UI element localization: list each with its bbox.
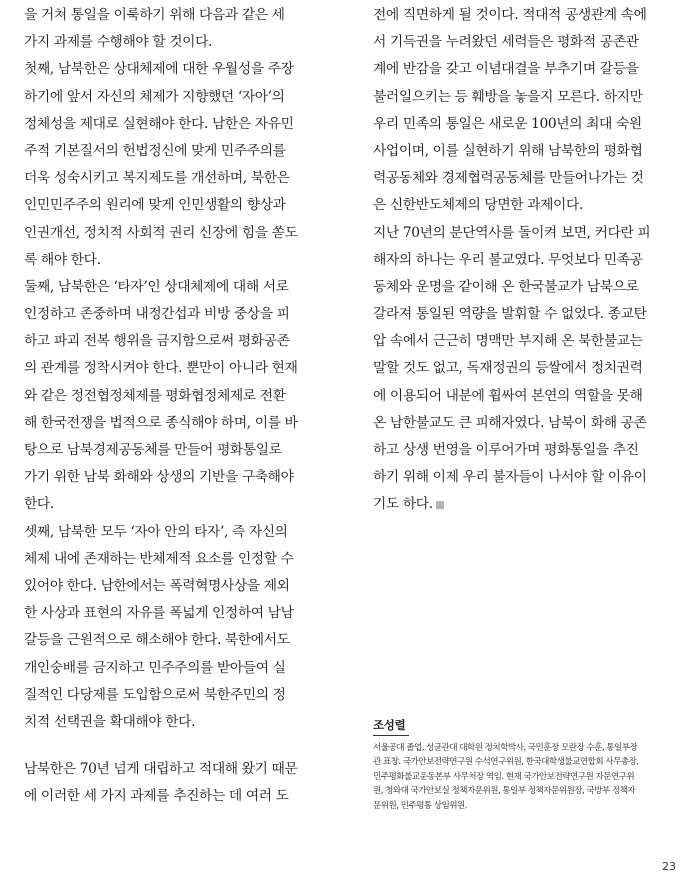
left-column-line: 하기에 앞서 자신의 체제가 지향했던 ‘자아’의 [24, 88, 285, 105]
left-column-line: 해 한국전쟁을 법적으로 종식해야 하며, 이를 바 [24, 414, 298, 431]
author-bio [373, 717, 678, 813]
right-column-line: 우리 민족의 통일은 새로운 100년의 최대 숙원 [373, 115, 642, 132]
left-column-line: 더욱 성숙시키고 복지제도를 개선하며, 북한은 [24, 170, 290, 187]
page-number: 23 [662, 860, 676, 873]
left-column-line: 인민민주주의 원리에 맞게 인민생활의 향상과 [24, 197, 286, 214]
right-column-line: 은 신한반도체제의 당면한 과제이다. [373, 197, 583, 214]
left-column-closing-line: 에 이러한 세 가지 과제를 추진하는 데 여러 도 [24, 788, 289, 805]
left-column-line: 가기 위한 남북 화해와 상생의 기반을 구축해야 [24, 469, 294, 486]
author-bio-line: 원, 청와대 국가안보실 정책자문위원, 통일부 정책자문위원장, 국방부 정책자 [373, 786, 636, 797]
left-column-line: 와 같은 정전협정체제를 평화협정체제로 전환 [24, 387, 286, 404]
right-column-line: 계에 반감을 갖고 이념대결을 부추기며 갈등을 [373, 61, 639, 78]
author-bio-line: 서울공대 졸업, 성균관대 대학원 정치학박사, 국민훈장 모란장 수훈, 통일부장 [373, 743, 638, 753]
author-bio-line: 문위원, 민주평통 상임위원. [373, 800, 467, 811]
right-column-line: 말할 것도 없고, 독재정권의 등쌀에서 정치권력 [373, 360, 643, 377]
right-column-line: 하고 상생 번영을 이루어가며 평화통일을 추진 [373, 442, 639, 458]
right-column-line: 기도 하다. [373, 491, 673, 518]
right-column-line: 지난 70년의 분단역사를 돌이켜 보면, 커다란 피 [373, 224, 651, 241]
right-column-line: 서 기득권을 누려왔던 세력들은 평화적 공존관 [373, 34, 639, 51]
left-column-line: 록 해야 한다. [24, 251, 101, 268]
right-column-line: 에 이용되어 내분에 휩싸여 본연의 역할을 못해 [373, 387, 643, 404]
left-column-line: 셋째, 남북한 모두 ‘자아 안의 타자’, 즉 자신의 [24, 523, 288, 540]
right-column-line: 동체와 운명을 같이해 온 한국불교가 남북으로 [373, 278, 639, 295]
right-column [373, 2, 673, 519]
right-column-line: 불러일으키는 등 훼방을 놓을지 모른다. 하지만 [373, 88, 643, 105]
left-column-closing [24, 756, 324, 810]
author-bio-line: 관 표창. 국가안보전략연구원 수석연구위원, 한국대학생불교연합회 사무총장, [373, 757, 639, 768]
end-of-article-mark [436, 501, 444, 509]
author-bio-text [373, 741, 678, 813]
right-column-line: 갈라져 통일된 역량을 발휘할 수 없었다. 종교탄 [373, 306, 647, 323]
left-column-line: 질적인 다당제를 도입함으로써 북한주민의 정 [24, 686, 286, 703]
right-column-line: 하기 위해 이제 우리 불자들이 나서야 할 이유이 [373, 469, 647, 486]
left-column-line: 갈등을 근원적으로 해소해야 한다. 북한에서도 [24, 632, 290, 649]
left-column-line: 하고 파괴 전복 행위을 금지함으로써 평화공존 [24, 333, 290, 350]
right-column-line: 해자의 하나는 우리 불교였다. 무엇보다 민족공 [373, 251, 643, 268]
left-column-line: 을 거쳐 통일을 이룩하기 위해 다음과 같은 세 [24, 7, 285, 23]
left-column-closing-line: 남북한은 70년 넘게 대립하고 적대해 왔기 때문 [24, 761, 298, 778]
left-column-line: 한다. [24, 496, 54, 513]
right-column-line: 전에 직면하게 될 것이다. 적대적 공생관계 속에 [373, 7, 647, 23]
left-column-line: 있어야 한다. 남한에서는 폭력혁명사상을 제외 [24, 577, 290, 594]
left-column-line: 인정하고 존중하며 내정간섭과 비방 중상을 피 [24, 306, 290, 323]
left-column-line: 한 사상과 표현의 자유를 폭넓게 인정하여 남남 [24, 605, 294, 622]
right-column-line: 사업이며, 이를 실현하기 위해 남북한의 평화협 [373, 142, 643, 159]
left-column [24, 2, 324, 810]
left-column-line: 정체성을 제대로 실현해야 한다. 남한은 자유민 [24, 115, 294, 132]
left-column-line: 체제 내에 존재하는 반체제적 요소를 인정할 수 [24, 550, 294, 567]
right-column-line: 온 남한불교도 큰 피해자였다. 남북이 화해 공존 [373, 414, 647, 431]
author-name: 조성렬 [373, 717, 409, 736]
left-column-line: 탕으로 남북경제공동체를 만들어 평화통일로 [24, 442, 282, 458]
left-column-line: 가지 과제를 수행해야 할 것이다. [24, 34, 212, 51]
left-column-line: 둘째, 남북한은 ‘타자’인 상대체제에 대해 서로 [24, 278, 289, 295]
left-column-line: 치적 선택권을 확대해야 한다. [24, 713, 196, 730]
left-column-line: 인권개선, 정치적 사회적 권리 신장에 힘을 쏟도 [24, 224, 298, 241]
right-column-body [373, 2, 673, 519]
right-column-line: 압 속에서 근근히 명맥만 부지해 온 북한불교는 [373, 333, 643, 350]
author-bio-line: 민주평화불교운동본부 사무처장 역임. 현재 국가안보전략연구원 자문연구위 [373, 771, 635, 782]
left-column-body [24, 2, 324, 736]
right-column-line: 력공동체와 경제협력공동체를 만들어나가는 것 [373, 170, 644, 187]
left-column-line: 개인숭배를 금지하고 민주주의를 받아들여 실 [24, 659, 286, 676]
left-column-line: 첫째, 남북한은 상대체제에 대한 우월성을 주장 [24, 61, 294, 78]
left-column-line: 주적 기본질서의 헌법정신에 맞게 민주주의를 [24, 142, 286, 159]
left-column-line: 의 관계를 정착시켜야 한다. 뿐만이 아니라 현재 [24, 360, 298, 377]
